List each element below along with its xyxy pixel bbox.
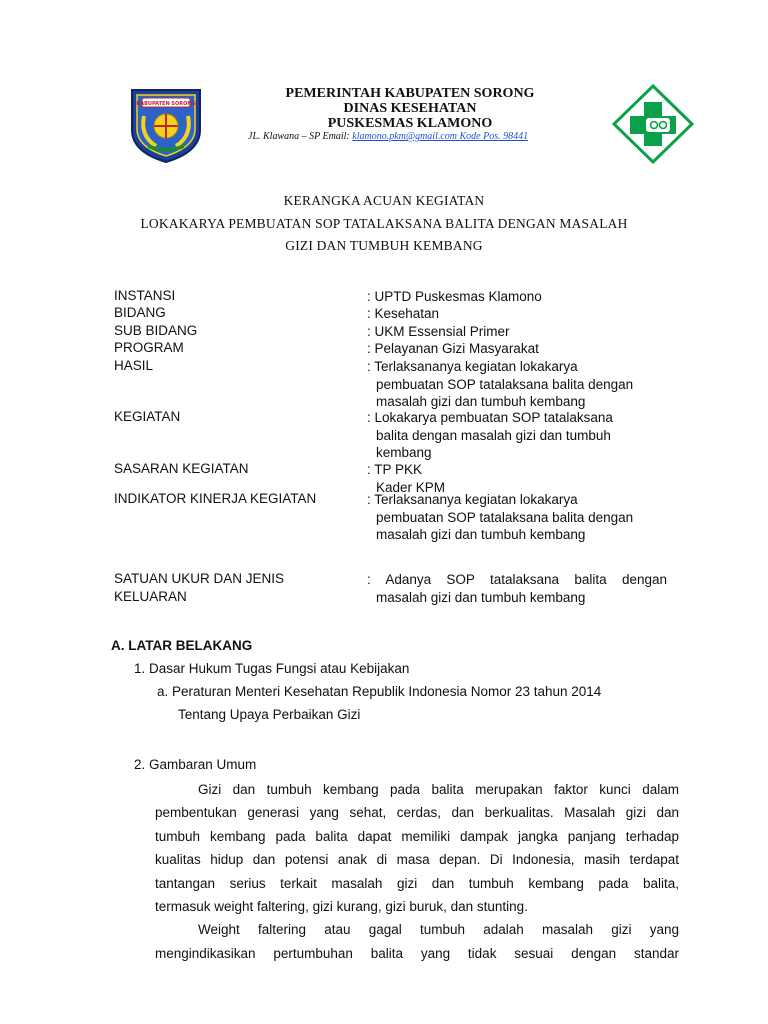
value-satuan (367, 571, 667, 606)
label-kegiatan: KEGIATAN (114, 409, 181, 424)
label-satuan-line2: KELUARAN (114, 589, 187, 604)
value-kegiatan (367, 409, 672, 462)
label-indikator: INDIKATOR KINERJA KEGIATAN (114, 491, 317, 506)
value-hasil-line: masalah gizi dan tumbuh kembang (376, 394, 586, 409)
header-department-line: DINAS KESEHATAN (343, 101, 477, 116)
header-address (248, 131, 528, 142)
value-hasil-line: pembuatan SOP tatalaksana balita dengan (376, 376, 634, 392)
paragraph-line: tantangan serius terkait masalah gizi dan tumbuh kembang pada balita, (155, 875, 679, 891)
paragraph-line: Weight faltering atau gagal tumbuh adalah masalah gizi yang (198, 922, 679, 938)
list-subitem-peraturan-cont: Tentang Upaya Perbaikan Gizi (178, 707, 361, 722)
value-indikator-line: pembuatan SOP tatalaksana balita dengan (376, 509, 634, 525)
label-hasil: HASIL (114, 358, 154, 373)
list-subitem-peraturan: a. Peraturan Menteri Kesehatan Republik Indonesia Nomor 23 tahun 2014 (157, 684, 602, 699)
document-title: KERANGKA ACUAN KEGIATAN (283, 193, 485, 208)
paragraph-gambaran-umum (155, 778, 679, 965)
label-program: PROGRAM (114, 340, 184, 355)
value-kegiatan-line: : Lokakarya pembuatan SOP tatalaksana (367, 410, 613, 425)
document-subtitle-line2: GIZI DAN TUMBUH KEMBANG (285, 238, 483, 253)
value-satuan-line: : Adanya SOP tatalaksana balita dengan (367, 572, 667, 587)
paragraph-line: pembentukan generasi yang sehat, cerdas, dan berkualitas. Masalah gizi dan (155, 805, 679, 821)
value-bidang: : Kesehatan (367, 306, 440, 321)
value-satuan-line: masalah gizi dan tumbuh kembang (376, 589, 586, 605)
value-indikator-line: : Terlaksananya kegiatan lokakarya (367, 492, 578, 507)
puskesmas-cross-logo (612, 84, 694, 164)
value-indikator-line: masalah gizi dan tumbuh kembang (376, 527, 586, 542)
label-sub-bidang: SUB BIDANG (114, 323, 198, 338)
label-sasaran: SASARAN KEGIATAN (114, 461, 249, 476)
paragraph-line: tumbuh kembang pada balita dapat memiliki dampak jangka panjang terhadap (155, 828, 679, 844)
value-hasil-line: : Terlaksananya kegiatan lokakarya (367, 359, 578, 374)
value-hasil (367, 358, 672, 411)
paragraph-line: kualitas hidup dan potensi anak di masa depan. Di Indonesia, masih terdapat (155, 852, 679, 868)
email-link[interactable]: klamono.pkm@gmail.com Kode Pos. 98441 (352, 131, 529, 142)
value-instansi: : UPTD Puskesmas Klamono (367, 289, 542, 304)
value-sasaran-line: : TP PKK (367, 462, 423, 477)
value-kegiatan-line: kembang (376, 445, 432, 460)
kabupaten-sorong-emblem (126, 86, 206, 164)
value-sub-bidang: : UKM Essensial Primer (367, 324, 510, 339)
emblem-banner-text: KABUPATEN SORONG (136, 101, 196, 107)
list-item-dasar-hukum: 1. Dasar Hukum Tugas Fungsi atau Kebijakan (134, 661, 410, 676)
label-bidang: BIDANG (114, 305, 166, 320)
value-indikator (367, 491, 672, 544)
value-sasaran-line: Kader KPM (376, 479, 446, 495)
value-program: : Pelayanan Gizi Masyarakat (367, 341, 539, 356)
address-text: JL. Klawana – SP Email: (248, 131, 350, 142)
paragraph-line: mengindikasikan pertumbuhan balita yang tidak sesuai dengan standar (155, 945, 679, 961)
header-puskesmas-line: PUSKESMAS KLAMONO (327, 116, 493, 131)
paragraph-line: termasuk weight faltering, gizi kurang, gizi buruk, dan stunting. (155, 899, 528, 915)
section-heading-latar-belakang: A. LATAR BELAKANG (111, 638, 253, 653)
list-item-gambaran-umum: 2. Gambaran Umum (134, 757, 257, 772)
value-kegiatan-line: balita dengan masalah gizi dan tumbuh (376, 427, 611, 443)
paragraph-line: Gizi dan tumbuh kembang pada balita merupakan faktor kunci dalam (198, 782, 679, 797)
label-satuan-line1: SATUAN UKUR DAN JENIS (114, 571, 285, 586)
document-subtitle-line1: LOKAKARYA PEMBUATAN SOP TATALAKSANA BALITA DENGAN MASALAH (140, 216, 628, 231)
label-instansi: INSTANSI (114, 288, 176, 303)
header-government-line: PEMERINTAH KABUPATEN SORONG (285, 86, 535, 101)
